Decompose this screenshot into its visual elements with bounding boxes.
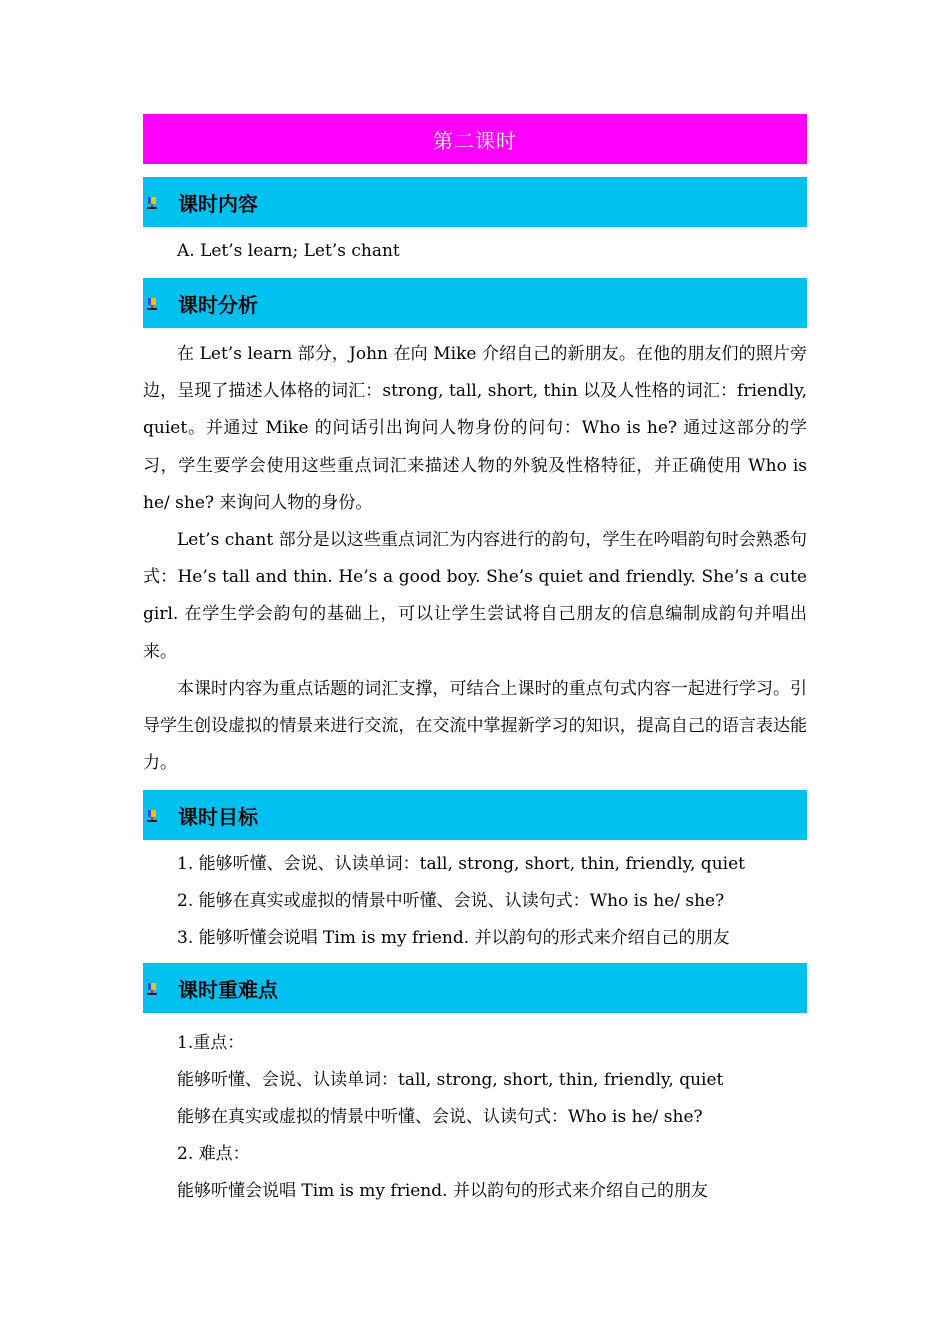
analysis-paragraph: 在 Let’s learn 部分，John 在向 Mike 介绍自己的新朋友。在他的朋友们的照片旁边，呈现了描述人体格的词汇：strong, tall, short, thin 以及人性格的词汇：friendly, quiet。并通过 Mike 的问话引出询问人物身份的问句：Who is he? 通过这部分的学习，学生要学会使用这些重点词汇来描述人物的外貌及性格特征，并正确使用 Who is he/ she? 来询问人物的身份。 <box>143 344 807 513</box>
analysis-paragraph: 本课时内容为重点话题的词汇支撑，可结合上课时的重点句式内容一起进行学习。引导学生创设虚拟的情景来进行交流，在交流中掌握新学习的知识，提高自己的语言表达能力。 <box>143 678 807 774</box>
lesson-title-bar <box>143 114 807 164</box>
bullet-icon <box>145 808 159 822</box>
section-header-content <box>143 177 807 227</box>
section-header-key-points <box>143 963 807 1013</box>
key-point-line: 1.重点： <box>177 1033 245 1054</box>
section-heading: 课时内容 <box>178 191 258 216</box>
bullet-icon <box>145 981 159 995</box>
content-text: A. Let’s learn; Let’s chant <box>177 241 400 261</box>
document-page <box>143 114 807 1214</box>
section-header-analysis <box>143 278 807 328</box>
key-point-line: 能够听懂、会说、认读单词：tall, strong, short, thin, friendly, quiet <box>177 1070 724 1091</box>
bullet-icon <box>145 296 159 310</box>
section-heading: 课时重难点 <box>178 977 278 1002</box>
bullet-icon <box>145 195 159 209</box>
key-point-line: 能够在真实或虚拟的情景中听懂、会说、认读句式：Who is he/ she? <box>177 1107 703 1128</box>
analysis-paragraph: Let’s chant 部分是以这些重点词汇为内容进行的韵句，学生在吟唱韵句时会熟悉句式：He’s tall and thin. He’s a good boy. She’s quiet and friendly. She’s a cute girl. 在学生学会韵句的基础上，可以让学生尝试将自己朋友的信息编制成韵句并唱出来。 <box>143 530 807 662</box>
section-heading: 课时分析 <box>178 292 258 317</box>
key-point-line: 能够听懂会说唱 Tim is my friend. 并以韵句的形式来介绍自己的朋友 <box>177 1181 708 1202</box>
key-point-line: 2. 难点： <box>177 1144 250 1165</box>
goal-item: 1. 能够听懂、会说、认读单词：tall, strong, short, thin, friendly, quiet <box>177 854 745 875</box>
lesson-title: 第二课时 <box>433 128 517 153</box>
section-header-goals <box>143 790 807 840</box>
section-heading: 课时目标 <box>178 804 258 829</box>
goal-item: 2. 能够在真实或虚拟的情景中听懂、会说、认读句式：Who is he/ she? <box>177 891 725 912</box>
goal-item: 3. 能够听懂会说唱 Tim is my friend. 并以韵句的形式来介绍自己的朋友 <box>177 928 730 949</box>
